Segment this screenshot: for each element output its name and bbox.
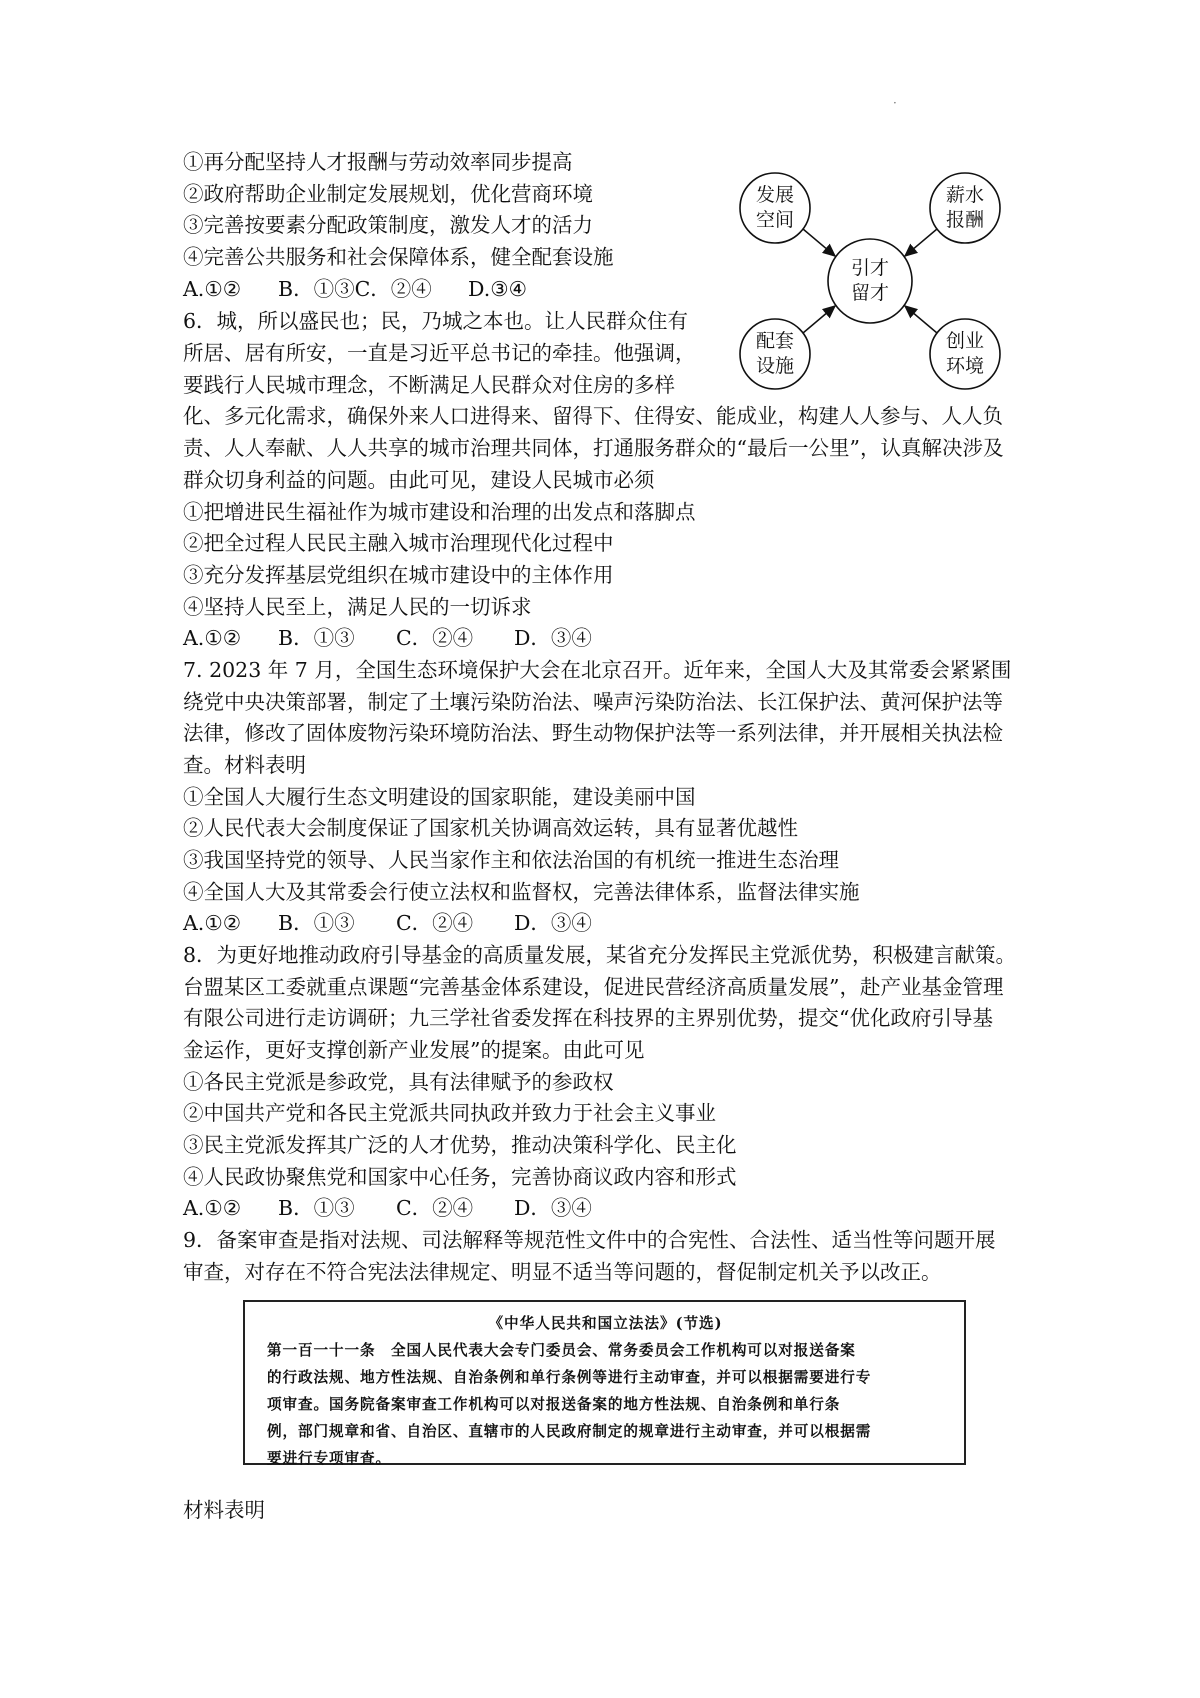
q5-option-1: ①再分配坚持人才报酬与劳动效率同步提高: [183, 150, 573, 174]
law-title: 《中华人民共和国立法法》(节选): [488, 1315, 723, 1332]
law-excerpt-box: [243, 1300, 966, 1465]
q7-option-4: ④全国人大及其常委会行使立法权和监督权，完善法律体系，监督法律实施: [183, 880, 860, 904]
q6-stem-6: 群众切身利益的问题。由此可见，建设人民城市必须: [183, 468, 655, 492]
q9-after: 材料表明: [183, 1498, 265, 1522]
node-text: 引才: [850, 257, 889, 279]
q7-stem-1: 7. 2023 年 7 月，全国生态环境保护大会在北京召开。近年来，全国人大及其常委会紧紧围: [183, 658, 1012, 682]
q7-stem-2: 绕党中央决策部署，制定了土壤污染防治法、噪声污染防治法、长江保护法、黄河保护法等: [183, 690, 1003, 714]
q8-option-4: ④人民政协聚焦党和国家中心任务，完善协商议政内容和形式: [183, 1165, 737, 1189]
node-center: [830, 256, 910, 306]
q8-answer-a: A.①②: [183, 1196, 242, 1220]
q6-answer-d: D．③④: [514, 626, 592, 650]
node-text: 薪水: [945, 184, 984, 206]
node-text: 发展: [755, 184, 794, 206]
node-text: 空间: [755, 209, 794, 231]
node-text: 设施: [755, 355, 794, 377]
scan-speck: ·: [893, 96, 897, 110]
node-text: 报酬: [945, 209, 984, 231]
q6-option-2: ②把全过程人民民主融入城市治理现代化过程中: [183, 531, 614, 555]
q9-stem-1: 9．备案审查是指对法规、司法解释等规范性文件中的合宪性、合法性、适当性等问题开展: [183, 1228, 996, 1252]
q8-option-1: ①各民主党派是参政党，具有法律赋予的参政权: [183, 1070, 614, 1094]
q7-option-3: ③我国坚持党的领导、人民当家作主和依法治国的有机统一推进生态治理: [183, 848, 839, 872]
q7-answer-b: B．①③: [278, 911, 355, 935]
q7-answer-a: A.①②: [183, 911, 242, 935]
q8-option-3: ③民主党派发挥其广泛的人才优势，推动决策科学化、民主化: [183, 1133, 737, 1157]
node-salary: [925, 183, 1005, 233]
node-environment: [925, 329, 1005, 379]
q6-stem-5: 责、人人奉献、人人共享的城市治理共同体，打通服务群众的“最后一公里”，认真解决涉及: [183, 436, 1004, 460]
q5-option-2: ②政府帮助企业制定发展规划，优化营商环境: [183, 182, 593, 206]
q6-answer-c: C．②④: [396, 626, 474, 650]
q5-option-3: ③完善按要素分配政策制度，激发人才的活力: [183, 213, 593, 237]
q6-answers: [183, 622, 592, 654]
node-text: 环境: [945, 355, 984, 377]
q6-answer-a: A.①②: [183, 626, 242, 650]
q8-answer-c: C．②④: [396, 1196, 474, 1220]
node-text: 留才: [850, 282, 889, 304]
q7-stem-3: 法律，修改了固体废物污染环境防治法、野生动物保护法等一系列法律，并开展相关执法检: [183, 721, 1003, 745]
q9-stem-2: 审查，对存在不符合宪法法律规定、明显不适当等问题的，督促制定机关予以改正。: [183, 1260, 942, 1284]
node-text: 创业: [945, 330, 984, 352]
node-text: 配套: [755, 330, 794, 352]
law-line-5: 要进行专项审查。: [267, 1450, 391, 1467]
arrow-development: [803, 229, 835, 256]
node-facilities: [735, 329, 815, 379]
q6-option-4: ④坚持人民至上，满足人民的一切诉求: [183, 595, 532, 619]
q7-option-1: ①全国人大履行生态文明建设的国家职能，建设美丽中国: [183, 785, 696, 809]
q7-answer-c: C．②④: [396, 911, 474, 935]
node-development-space: [735, 183, 815, 233]
q6-option-3: ③充分发挥基层党组织在城市建设中的主体作用: [183, 563, 614, 587]
q6-stem-2: 所居、居有所安，一直是习近平总书记的牵挂。他强调，: [183, 341, 696, 365]
q7-answers: [183, 907, 592, 939]
q5-option-4: ④完善公共服务和社会保障体系，健全配套设施: [183, 245, 614, 269]
q6-option-1: ①把增进民生福祉作为城市建设和治理的出发点和落脚点: [183, 500, 696, 524]
q8-stem-1: 8．为更好地推动政府引导基金的高质量发展，某省充分发挥民主党派优势，积极建言献策。: [183, 943, 1017, 967]
q8-option-2: ②中国共产党和各民主党派共同执政并致力于社会主义事业: [183, 1101, 716, 1125]
q6-stem-3: 要践行人民城市理念，不断满足人民群众对住房的多样: [183, 373, 675, 397]
q5-answer-bc: B．①③C．②④: [278, 277, 432, 301]
q7-stem-4: 查。材料表明: [183, 753, 306, 777]
q8-stem-3: 有限公司进行走访调研；九三学社省委发挥在科技界的主界别优势，提交“优化政府引导基: [183, 1006, 993, 1030]
q8-answer-b: B．①③: [278, 1196, 355, 1220]
q7-option-2: ②人民代表大会制度保证了国家机关协调高效运转，具有显著优越性: [183, 816, 798, 840]
q8-stem-4: 金运作，更好支撑创新产业发展”的提案。由此可见: [183, 1038, 645, 1062]
q8-stem-2: 台盟某区工委就重点课题“完善基金体系建设，促进民营经济高质量发展”，赴产业基金管理: [183, 975, 1004, 999]
q5-answer-d: D.③④: [468, 277, 527, 301]
talent-diagram: [720, 168, 1020, 403]
q5-answer-a: A.①②: [183, 277, 242, 301]
q8-answer-d: D．③④: [514, 1196, 592, 1220]
q6-stem-4: 化、多元化需求，确保外来人口进得来、留得下、住得安、能成业，构建人人参与、人人负: [183, 404, 1003, 428]
law-line-3: 项审查。国务院备案审查工作机构可以对报送备案的地方性法规、自治条例和单行条: [267, 1396, 841, 1413]
arrow-salary: [905, 229, 937, 256]
law-line-2: 的行政法规、地方性法规、自治条例和单行条例等进行主动审查，并可以根据需要进行专: [267, 1369, 872, 1386]
law-line-1: 第一百一十一条 全国人民代表大会专门委员会、常务委员会工作机构可以对报送备案: [267, 1342, 856, 1359]
q8-answers: [183, 1192, 592, 1224]
q5-answers: [183, 273, 527, 305]
q6-answer-b: B．①③: [278, 626, 355, 650]
law-line-4: 例，部门规章和省、自治区、直辖市的人民政府制定的规章进行主动审查，并可以根据需: [267, 1423, 872, 1440]
q7-answer-d: D．③④: [514, 911, 592, 935]
q6-stem-1: 6．城，所以盛民也；民，乃城之本也。让人民群众住有: [183, 309, 689, 333]
